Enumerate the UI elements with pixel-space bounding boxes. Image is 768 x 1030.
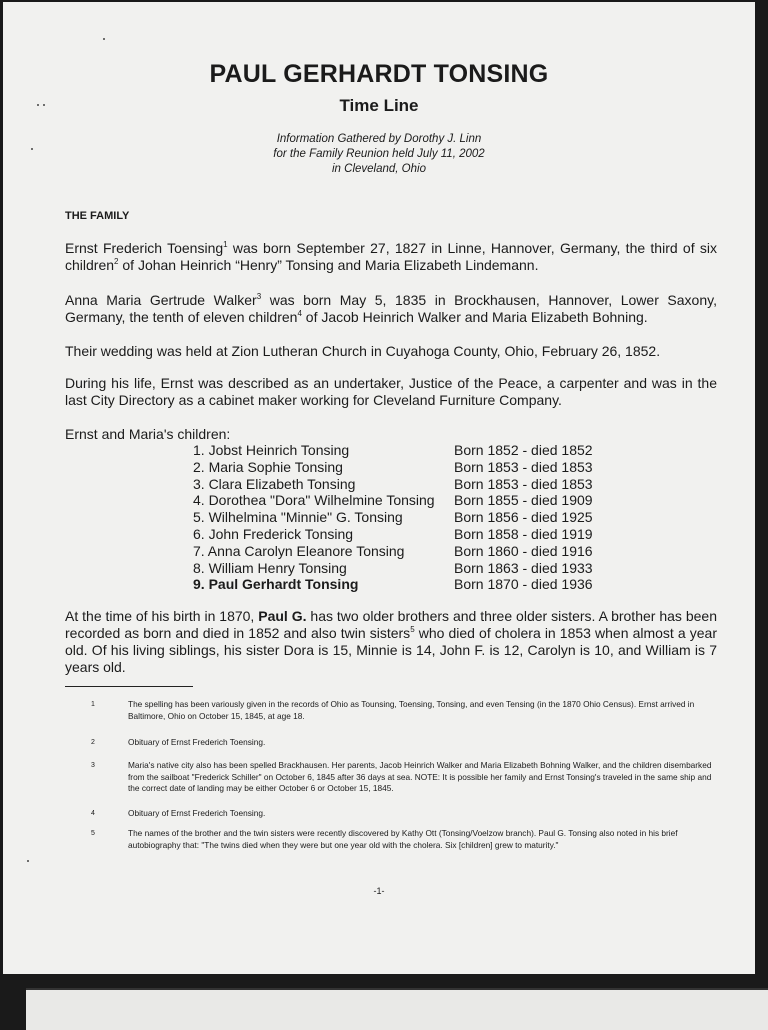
paragraph-occupation: During his life, Ernst was described as an undertaker, Justice of the Peace, a carpenter and was in the last City Directory as a cabinet maker working for Cleveland Furniture Company. (65, 375, 717, 408)
child-dates: Born 1856 - died 1925 (454, 509, 593, 526)
footnote-ref: 2 (114, 257, 119, 266)
text-run: of Johan Heinrich “Henry” Tonsing and Maria Elizabeth Lindemann. (118, 257, 539, 273)
footnote-number: 4 (91, 810, 95, 817)
page-number: -1- (373, 886, 385, 896)
paragraph-ernst (65, 240, 717, 274)
text-run: who died of cholera in 1853 when almost a year old. Of his living siblings, his sister Dora is 15, Minnie is 14, John F. is 12, Carolyn is 10, and William is 7 years old. (65, 625, 718, 675)
footnote-text: The spelling has been variously given in the records of Ohio as Tounsing, Toensing, Tonsing, and even Tensing (in the 1870 Ohio Census). Ernst arrived in Baltimore, Ohio on October 15, 1845, at age 18. (128, 699, 695, 721)
list-item (193, 543, 593, 560)
child-dates: Born 1860 - died 1916 (454, 542, 593, 559)
list-item (193, 476, 593, 493)
footnote-ref: 3 (256, 292, 262, 301)
text-run: of Jacob Heinrich Walker and Maria Elizabeth Bohning. (301, 309, 648, 325)
footnote (91, 699, 721, 722)
child-name: 7. Anna Carolyn Eleanore Tonsing (193, 542, 405, 559)
footnote-number: 2 (91, 739, 95, 746)
text-run-bold: Paul G. (258, 608, 307, 624)
footnote (91, 828, 721, 851)
footnote-number: 3 (91, 762, 95, 769)
list-item (193, 459, 593, 476)
child-dates: Born 1853 - died 1853 (454, 458, 593, 475)
list-item (193, 526, 593, 543)
child-name: 2. Maria Sophie Tonsing (193, 458, 343, 475)
footnote-ref: 4 (297, 309, 302, 318)
scan-speck (31, 148, 33, 150)
child-name: 1. Jobst Heinrich Tonsing (193, 442, 350, 458)
text-run: At the time of his birth in 1870, (65, 608, 259, 624)
footnote (91, 737, 721, 749)
children-intro: Ernst and Maria's children: (65, 426, 231, 442)
child-name: 8. William Henry Tonsing (193, 559, 347, 576)
paragraph-anna (65, 292, 717, 326)
footnote-number: 5 (91, 830, 95, 837)
scan-speck (37, 104, 39, 106)
scan-speck (103, 38, 105, 40)
list-item (193, 509, 593, 526)
list-item (193, 492, 593, 509)
document-title: PAUL GERHARDT TONSING (209, 60, 549, 88)
document-subtitle: Time Line (339, 96, 419, 115)
footnote-number: 1 (91, 701, 95, 708)
footnote-ref: 5 (410, 625, 415, 634)
text-run: has two older brothers and three older sisters. A brother has been recorded as born and died in 1852 and also twin sisters (65, 608, 717, 641)
section-heading: THE FAMILY (65, 210, 130, 222)
child-dates: Born 1853 - died 1853 (454, 475, 593, 492)
child-dates: Born 1870 - died 1936 (454, 576, 593, 593)
footnote-text: Obituary of Ernst Frederich Toensing. (128, 737, 266, 747)
info-line: Information Gathered by Dorothy J. Linn (276, 133, 482, 145)
child-dates: Born 1858 - died 1919 (454, 525, 593, 542)
footnote-text: Maria's native city also has been spelled Brackhausen. Her parents, Jacob Heinrich Walker and Maria Elizabeth Bohning Walker, and the children disembarked from the sailboat "Frederick Schiller" on October 6, 1845 after 36 days at sea. NOTE: It is possible her family and Ernst Tonsing's traveled in the same ship and the correct date of landing may be either October 6 or October 15, 1845. (128, 760, 712, 793)
footnote-ref: 1 (223, 240, 228, 249)
list-item (193, 560, 593, 577)
info-line: in Cleveland, Ohio (332, 163, 426, 175)
child-name: 3. Clara Elizabeth Tonsing (193, 475, 356, 492)
scan-speck (43, 104, 45, 106)
child-name: 4. Dorothea "Dora" Wilhelmine Tonsing (193, 492, 435, 509)
text-run: was born September 27, 1827 in Linne, Hannover, Germany, the third of six children (65, 240, 717, 273)
child-dates: Born 1863 - died 1933 (454, 559, 593, 576)
list-item (193, 576, 593, 593)
text-run: was born May 5, 1835 in Brockhausen, Hannover, Lower Saxony, Germany, the tenth of eleven children (65, 292, 717, 325)
info-block (3, 132, 755, 177)
child-dates: Born 1852 - died 1852 (454, 442, 593, 458)
info-line: for the Family Reunion held July 11, 2002 (273, 148, 485, 160)
paragraph-wedding: Their wedding was held at Zion Lutheran Church in Cuyahoga County, Ohio, February 26, 1852. (65, 343, 661, 359)
document-page (3, 2, 755, 974)
children-list (193, 442, 593, 593)
footnote-divider (65, 686, 193, 687)
scan-speck (27, 860, 29, 862)
child-name: 9. Paul Gerhardt Tonsing (193, 576, 359, 593)
paragraph-paul-birth (65, 608, 717, 676)
child-dates: Born 1855 - died 1909 (454, 492, 593, 509)
text-run: Ernst Frederich Toensing (65, 240, 224, 256)
child-name: 6. John Frederick Tonsing (193, 525, 354, 542)
footnote-text: The names of the brother and the twin sisters were recently discovered by Kathy Ott (Tonsing/Voelzow branch). Paul G. Tonsing also noted in his brief autobiography that: "The twins died when they were but one year old with the cholera. Six [children] grew to maturity." (128, 828, 678, 850)
list-item (193, 442, 593, 459)
footnote-text: Obituary of Ernst Frederich Toensing. (128, 808, 266, 818)
footnote (91, 760, 721, 795)
child-name: 5. Wilhelmina "Minnie" G. Tonsing (193, 509, 403, 526)
footnote (91, 808, 721, 820)
text-run: Anna Maria Gertrude Walker (65, 292, 257, 308)
